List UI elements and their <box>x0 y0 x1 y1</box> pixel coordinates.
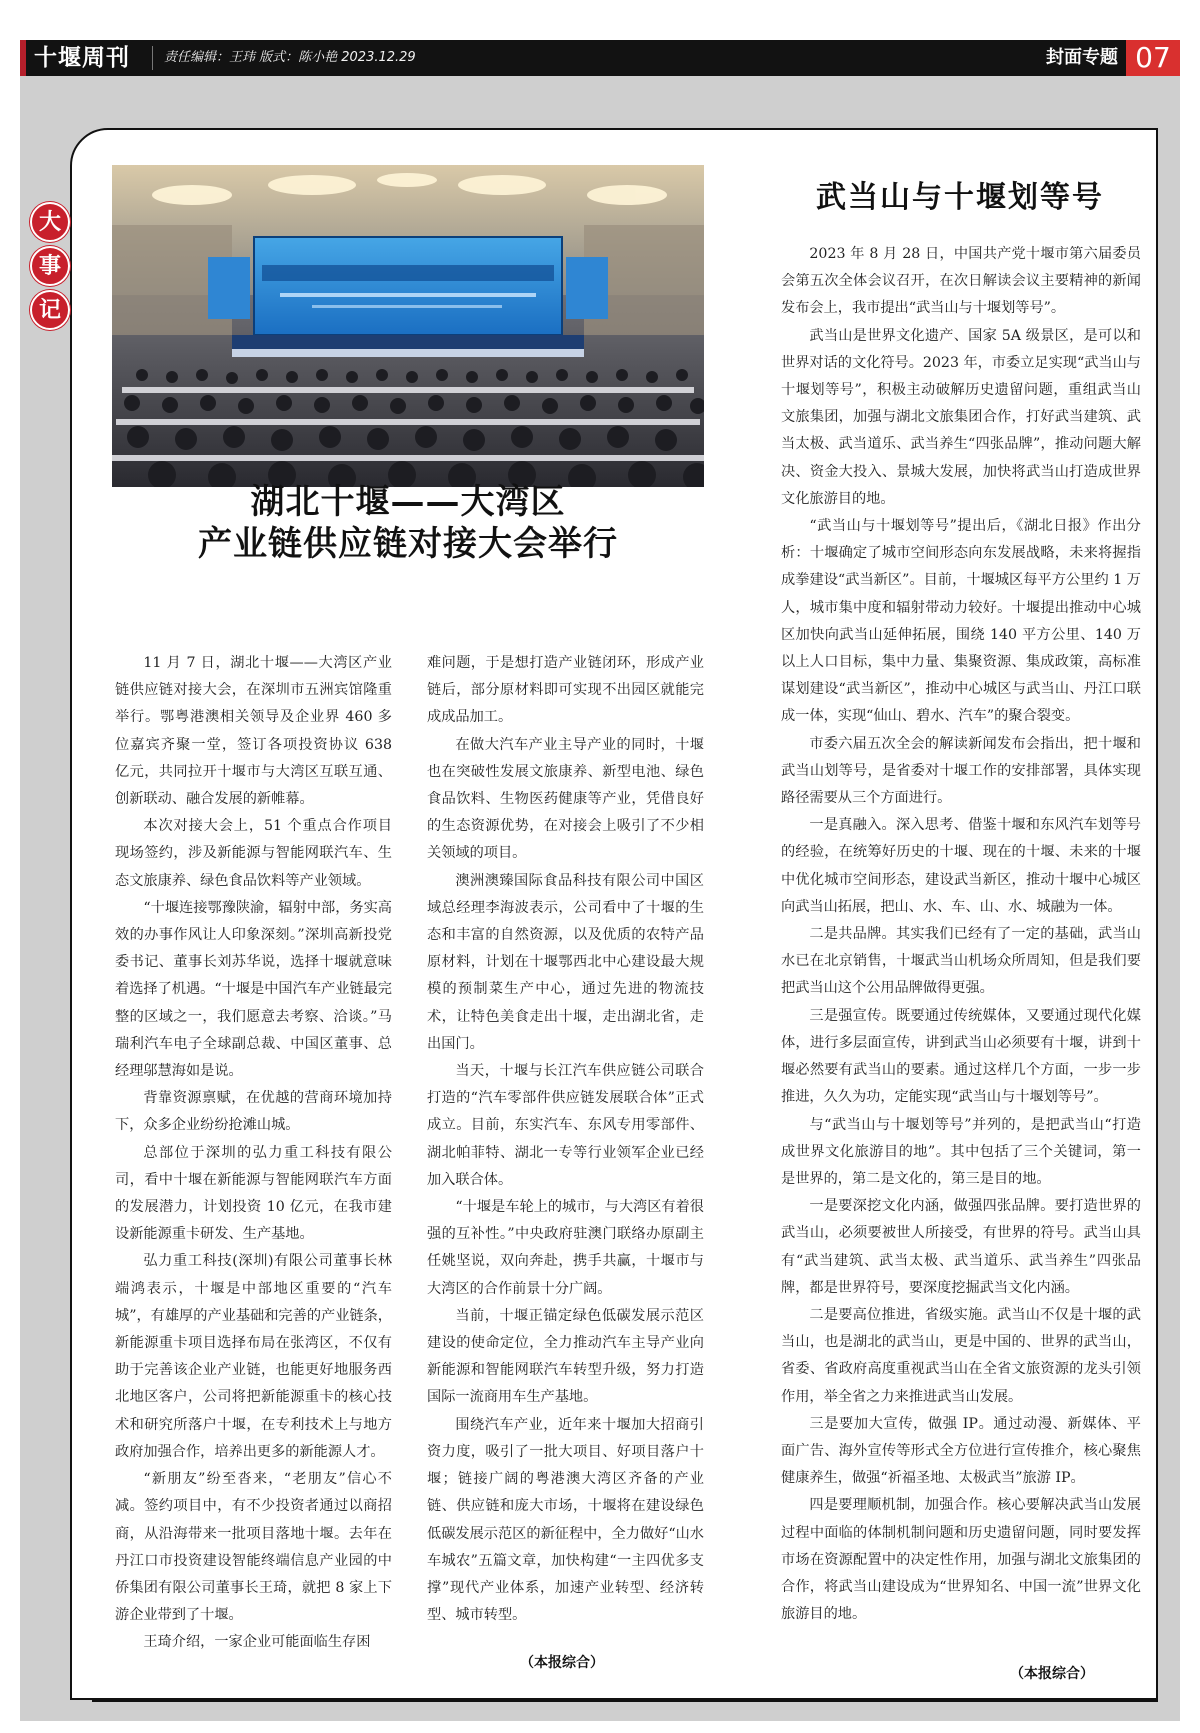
paragraph: “武当山与十堰划等号”提出后，《湖北日报》作出分析：十堰确定了城市空间形态向东发展战略，未来将握指成拳建设“武当新区”。目前，十堰城区每平方公里约 1 万人，城市集中度和辐射带动力较好。十堰提出推动中心城区加快向武当山延伸拓展，围绕 140 平方公里、140 万以上人口目标，集中力量、集聚资源、集成政策，高标准谋划建设“武当新区”，推动中心城区与武当山、丹江口联成一体，实现“仙山、碧水、汽车”的聚合裂变。 <box>781 518 1141 725</box>
main-headline-line-2: 产业链供应链对接大会举行 <box>198 524 618 564</box>
conference-photo <box>112 165 704 487</box>
main-article-column-2 <box>427 650 704 1629</box>
badge-ji: 记 <box>30 290 70 330</box>
paragraph: 围绕汽车产业，近年来十堰加大招商引资力度，吸引了一批大项目、好项目落户十堰；链接广阔的粤港澳大湾区齐备的产业链、供应链和庞大市场，十堰将在建设绿色低碳发展示范区的新征程中，全力做好“山水车城农”五篇文章，加快构建“一主四优多支撑”现代产业体系，加速产业转型、经济转型、城市转型。 <box>427 1416 704 1624</box>
paragraph: 一是真融入。深入思考、借鉴十堰和东风汽车划等号的经验，在统筹好历史的十堰、现在的十堰、未来的十堰中优化城市空间形态，建设武当新区，推动十堰中心城区向武当山拓展，把山、水、车、山、水、城融为一体。 <box>781 817 1141 915</box>
paragraph: “十堰连接鄂豫陕渝，辐射中部，务实高效的办事作风让人印象深刻。”深圳高新投党委书记、董事长刘苏华说，选择十堰就意味着选择了机遇。“十堰是中国汽车产业链最完整的区域之一，我们愿意去考察、洽谈。”马瑞利汽车电子全球副总裁、中国区董事、总经理邬慧海如是说。 <box>115 899 392 1080</box>
header-bar <box>20 40 1180 76</box>
paragraph: 与“武当山与十堰划等号”并列的，是把武当山“打造成世界文化旅游目的地”。其中包括了三个关键词，第一是世界的，第二是文化的，第三是目的地。 <box>781 1116 1141 1187</box>
masthead-divider <box>152 46 153 70</box>
paragraph: “新朋友”纷至沓来，“老朋友”信心不减。签约项目中，有不少投资者通过以商招商，从沿海带来一批项目落地十堰。去年在丹江口市投资建设智能终端信息产业园的中侨集团有限公司董事长王琦，就把 8 家上下游企业带到了十堰。 <box>115 1471 392 1624</box>
paragraph: 武当山是世界文化遗产、国家 5A 级景区，是可以和世界对话的文化符号。2023 年，市委立足实现“武当山与十堰划等号”，积极主动破解历史遗留问题，重组武当山文旅集团，加强与湖北文旅集团合作，打好武当建筑、武当太极、武当道乐、武当养生“四张品牌”，推动问题大解决、资金大投入、景城大发展，加快将武当山打造成世界文化旅游目的地。 <box>781 327 1141 507</box>
paragraph: 市委六届五次全会的解读新闻发布会指出，把十堰和武当山划等号，是省委对十堰工作的安排部署，具体实现路径需要从三个方面进行。 <box>781 735 1141 807</box>
paragraph: 澳洲澳臻国际食品科技有限公司中国区域总经理李海波表示，公司看中了十堰的生态和丰富的自然资源，以及优质的农特产品原材料，计划在十堰鄂西北中心建设最大规模的预制菜生产中心，通过先进的物流技术，让特色美食走出十堰，走出湖北省，走出国门。 <box>427 872 704 1052</box>
right-article-title: 武当山与十堰划等号 <box>816 180 1104 215</box>
masthead: 十堰周刊 <box>34 44 130 71</box>
paragraph: “十堰是车轮上的城市，与大湾区有着很强的互补性。”中央政府驻澳门联络办原副主任姚坚说，双向奔赴，携手共赢，十堰市与大湾区的合作前景十分广阔。 <box>427 1199 704 1297</box>
badge-da: 大 <box>30 202 70 242</box>
paragraph: 难问题，于是想打造产业链闭环，形成产业链后，部分原材料即可实现不出园区就能完成成品加工。 <box>427 655 704 726</box>
paragraph: 总部位于深圳的弘力重工科技有限公司，看中十堰在新能源与智能网联汽车方面的发展潜力，计划投资 10 亿元，在我市建设新能源重卡研发、生产基地。 <box>115 1144 392 1243</box>
paragraph: 弘力重工科技(深圳)有限公司董事长林端鸿表示，十堰是中部地区重要的“汽车城”，有雄厚的产业基础和完善的产业链条，新能源重卡项目选择布局在张湾区，不仅有助于完善该企业产业链，也能更好地服务西北地区客户，公司将把新能源重卡的核心技术和研究所落户十堰，在专利技术上与地方政府加强合作，培养出更多的新能源人才。 <box>115 1253 392 1460</box>
paragraph: 四是要理顺机制，加强合作。核心要解决武当山发展过程中面临的体制机制问题和历史遗留问题，同时要发挥市场在资源配置中的决定性作用，加强与湖北文旅集团的合作，将武当山建设成为“世界知名、中国一流”世界文化旅游目的地。 <box>781 1497 1141 1623</box>
paragraph: 三是强宣传。既要通过传统媒体，又要通过现代化媒体，进行多层面宣传，讲到武当山必须要有十堰，讲到十堰必然要有武当山的要素。通过这样几个方面，一步一步推进，久久为功，定能实现“武当山与十堰划等号”。 <box>781 1007 1141 1106</box>
paragraph: 在做大汽车产业主导产业的同时，十堰也在突破性发展文旅康养、新型电池、绿色食品饮料、生物医药健康等产业，凭借良好的生态资源优势，在对接会上吸引了不少相关领域的项目。 <box>427 736 704 862</box>
paragraph: 11 月 7 日，湖北十堰——大湾区产业链供应链对接大会，在深圳市五洲宾馆隆重举行。鄂粤港澳相关领导及企业界 460 多位嘉宾齐聚一堂，签订各项投资协议 638 亿元，共同拉开十堰市与大湾区互联互通、创新联动、融合发展的新帷幕。 <box>115 655 392 808</box>
right-article-source: （本报综合） <box>1010 1666 1094 1682</box>
editor-credit-line: 责任编辑：王玮 版式：陈小艳 2023.12.29 <box>164 50 416 65</box>
paragraph: 背靠资源禀赋，在优越的营商环境加持下，众多企业纷纷抢滩山城。 <box>115 1090 392 1134</box>
section-name: 封面专题 <box>1046 47 1118 68</box>
masthead-stripe <box>20 40 26 76</box>
paragraph: 2023 年 8 月 28 日，中国共产党十堰市第六届委员会第五次全体会议召开，在次日解读会议主要精神的新闻发布会上，我市提出“武当山与十堰划等号”。 <box>781 246 1141 317</box>
paragraph: 三是要加大宣传，做强 IP。通过动漫、新媒体、平面广告、海外宣传等形式全方位进行宣传推介，核心聚焦健康养生，做强“祈福圣地、太极武当”旅游 IP。 <box>781 1415 1141 1487</box>
paragraph: 本次对接大会上，51 个重点合作项目现场签约，涉及新能源与智能网联汽车、生态文旅康养、绿色食品饮料等产业领域。 <box>115 818 392 889</box>
paragraph: 二是要高位推进，省级实施。武当山不仅是十堰的武当山，也是湖北的武当山，更是中国的、世界的武当山，省委、省政府高度重视武当山在全省文旅资源的龙头引领作用，举全省之力来推进武当山发展。 <box>781 1306 1141 1405</box>
paragraph: 二是共品牌。其实我们已经有了一定的基础，武当山水已在北京销售，十堰武当山机场众所周知，但是我们要把武当山这个公用品牌做得更强。 <box>781 926 1141 997</box>
conference-photo-drawing <box>112 165 704 487</box>
main-article-source: （本报综合） <box>520 1655 604 1671</box>
card-bottom-rule <box>92 1698 1158 1702</box>
main-headline-line-1: 湖北十堰——大湾区 <box>250 482 566 522</box>
badge-shi: 事 <box>30 246 70 286</box>
right-article-body <box>781 241 1141 1628</box>
paragraph: 王琦介绍，一家企业可能面临生存困 <box>143 1634 371 1651</box>
main-article-column-1 <box>115 650 392 1657</box>
paragraph: 一是要深挖文化内涵，做强四张品牌。要打造世界的武当山，必须要被世人所接受，有世界的符号。武当山具有“武当建筑、武当太极、武当道乐、武当养生”四张品牌，都是世界符号，要深度挖掘武当文化内涵。 <box>781 1198 1141 1296</box>
paragraph: 当天，十堰与长江汽车供应链公司联合打造的“汽车零部件供应链发展联合体”正式成立。目前，东实汽车、东风专用零部件、湖北帕菲特、湖北一专等行业领军企业已经加入联合体。 <box>427 1063 704 1188</box>
paragraph: 当前，十堰正锚定绿色低碳发展示范区建设的使命定位，全力推动汽车主导产业向新能源和智能网联汽车转型升级，努力打造国际一流商用车生产基地。 <box>427 1307 704 1406</box>
page-number: 07 <box>1126 40 1180 76</box>
